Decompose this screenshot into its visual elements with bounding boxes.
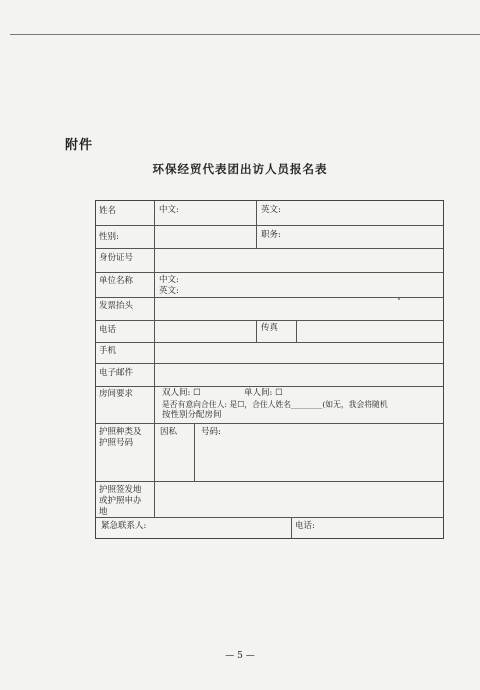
org-chinese-label: 中文: <box>159 275 179 285</box>
passport-number-label: 号码: <box>201 427 221 437</box>
emergency-contact-label: 紧急联系人: <box>101 521 147 531</box>
invoice-title-label: 发票抬头 <box>99 301 134 311</box>
row-divider <box>96 363 443 364</box>
row-divider <box>96 225 443 226</box>
row-divider <box>96 517 443 518</box>
org-name-label: 单位名称 <box>99 276 134 286</box>
registration-form-table <box>95 200 444 539</box>
column-divider <box>296 320 297 342</box>
phone-label: 电话 <box>99 325 117 335</box>
form-title: 环保经贸代表团出访人员报名表 <box>152 162 328 176</box>
mobile-label: 手机 <box>99 346 117 356</box>
column-divider <box>194 423 195 481</box>
roommate-question: 是否有意向合住人: 是☐，合住人姓名________(如无，我会将随机 <box>162 400 388 409</box>
passport-type-private: 因私 <box>160 427 178 437</box>
room-requirement-label: 房间要求 <box>99 389 134 399</box>
top-rule <box>10 34 480 35</box>
label-column-divider <box>154 201 155 517</box>
row-divider <box>96 297 443 298</box>
column-divider <box>291 517 292 538</box>
issue-place-label-line-1: 护照签发地 <box>99 485 142 495</box>
fax-label: 传真 <box>261 323 279 333</box>
row-divider <box>96 248 443 249</box>
attachment-heading: 附件 <box>65 138 94 153</box>
passport-label-line-1: 护照种类及 <box>99 427 142 437</box>
column-divider <box>256 320 257 342</box>
gender-label: 性别: <box>99 232 119 242</box>
passport-label-line-2: 护照号码 <box>99 438 134 448</box>
row-divider <box>96 272 443 273</box>
column-divider <box>256 201 257 248</box>
single-room-option: 单人间: ☐ <box>244 388 283 398</box>
issue-place-label-line-2: 或护照申办 <box>99 496 142 506</box>
id-number-label: 身份证号 <box>99 253 134 263</box>
name-label: 姓名 <box>99 206 117 216</box>
emergency-phone-label: 电话: <box>295 521 315 531</box>
org-english-label: 英文: <box>159 286 179 296</box>
room-assignment-note: 按性别分配房间 <box>162 410 222 420</box>
double-room-option: 双人间: ☐ <box>162 388 201 398</box>
issue-place-label-line-3: 地 <box>99 507 108 517</box>
row-divider <box>96 481 443 482</box>
page-number: — 5 — <box>225 651 255 661</box>
email-label: 电子邮件 <box>99 368 134 378</box>
position-label: 职务: <box>261 230 281 240</box>
name-english-label: 英文: <box>261 205 281 215</box>
row-divider <box>96 386 443 387</box>
row-divider <box>96 342 443 343</box>
row-divider <box>96 423 443 424</box>
name-chinese-label: 中文: <box>159 205 179 215</box>
row-divider <box>96 320 443 321</box>
